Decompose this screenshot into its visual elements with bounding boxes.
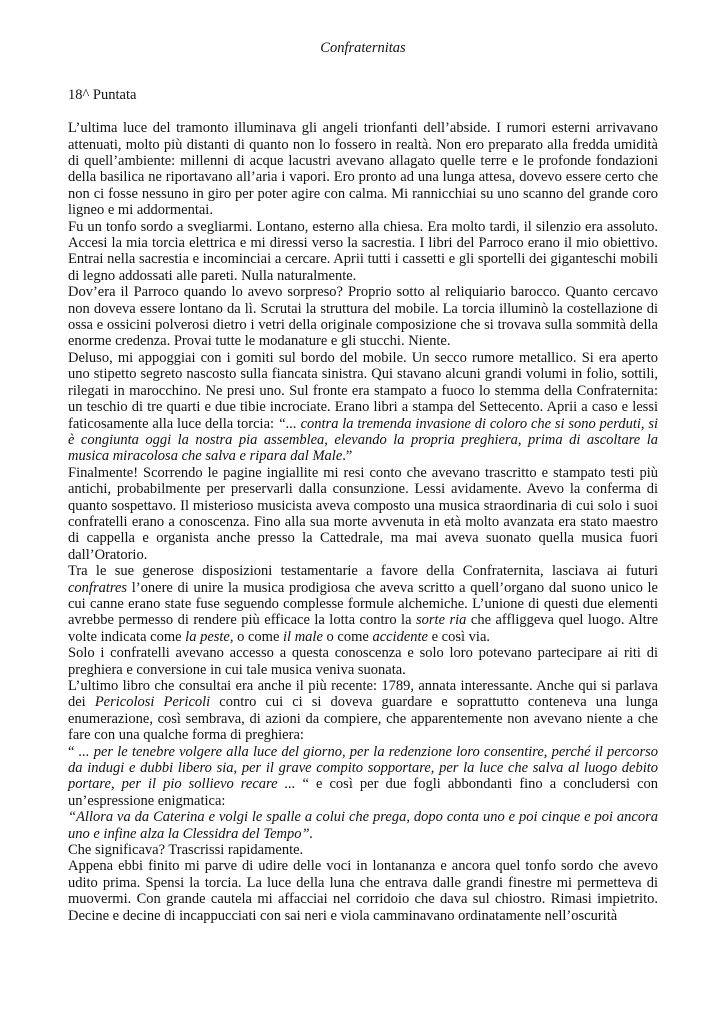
italic-text-run: ... per le tenebre volgere alla luce del giorno, per la redenzione loro consentire, perché il percorso da indugi e dubbi libero sia, per il grave compito sopportare, per la luce che salva al luogo debito portare, per il pio sollievo recare ... xyxy=(68,743,659,793)
text-run: Tra le sue generose disposizioni testamentarie a favore della Confraternita, lasciava ai futuri xyxy=(68,563,658,580)
paragraph xyxy=(68,645,658,678)
text-run: “ xyxy=(68,743,79,760)
paragraph xyxy=(68,563,658,645)
text-run: Appena ebbi finito mi parve di udire delle voci in lontananza e ancora quel tonfo sordo che avevo udito prima. Spensi la torcia. La luce della luna che entrava dalle grandi finestre mi permetteva di muovermi. Con grande cautela mi affacciai nel corridoio che dava sul chiostro. Rimasi impietrito. Decine e decine di incappucciati con sai neri e viola camminavano ordinatamente nell’oscurità xyxy=(68,858,658,924)
text-run: , o come xyxy=(229,628,284,645)
text-run: l’onere di unire la musica prodigiosa che aveva scritto a quell’organo dal suono unico le cui canne erano state fuse seguendo complesse formule alchemiche. L’unione di questi due elementi avrebbe permesso di rendere più efficace la lotta contro la xyxy=(68,579,658,629)
text-run: Solo i confratelli avevano accesso a questa conoscenza e solo loro potevano partecipare ai riti di preghiera e conversione in cui tale musica veniva suonata. xyxy=(68,645,658,678)
text-run: L’ultima luce del tramonto illuminava gli angeli trionfanti dell’abside. I rumori esterni arrivavano attenuati, molto più distanti di quanto non lo fossero in realtà. Non ero preparato alla fredda umidità di quell’ambiente: millenni di acque lacustri avevano allagato quelle terre e le profonde fondazioni della basilica ne riportavano all’aria i vapori. Ero pronto ad una lunga attesa, dovevo essere certo che non ci fosse nessuno in giro per poter agire con calma. Mi rannicchiai su uno scanno del grande coro ligneo e mi addormentai. xyxy=(68,120,658,219)
text-run: Finalmente! Scorrendo le pagine ingiallite mi resi conto che avevano trascritto e stampato testi più antichi, probabilmente per preservarli dalla consunzione. Lessi avidamente. Avevo la conferma di quanto sospettavo. Il misterioso musicista aveva composto una musica straordinaria di cui solo i suoi confratelli erano a conoscenza. Fino alla sua morte avvenuta in età molto avanzata era stato maestro di cappella e organista anche presso la Cattedrale, ma mai aveva suonato quella musica fuori dall’Oratorio. xyxy=(68,464,658,563)
text-run: Che significava? Trascrissi rapidamente. xyxy=(68,842,304,859)
italic-text-run: confratres xyxy=(68,579,128,596)
paragraph xyxy=(68,465,658,563)
text-run: e così via. xyxy=(428,628,491,645)
text-run: “ e così per due fogli abbondanti fino a concludersi con un’espressione enigmatica: xyxy=(68,776,659,809)
italic-text-run: sorte ria xyxy=(416,612,467,629)
italic-text-run: Pericolosi Pericoli xyxy=(94,694,211,711)
paragraph xyxy=(68,842,658,858)
paragraph xyxy=(68,120,658,218)
paragraph xyxy=(68,678,658,744)
paragraph xyxy=(68,350,658,465)
text-run: Fu un tonfo sordo a svegliarmi. Lontano, esterno alla chiesa. Era molto tardi, il silenzio era assoluto. Accesi la mia torcia elettrica e mi diressi verso la sacrestia. I libri del Parroco erano il mio obiettivo. Entrai nella sacrestia e incominciai a cercare. Aprii tutti i cassetti e gli sportelli dei giganteschi mobili di legno addossati alle pareti. Nulla naturalmente. xyxy=(68,218,658,284)
text-run: .” xyxy=(342,448,353,465)
italic-text-run: “Allora va da Caterina e volgi le spalle a colui che prega, dopo conta uno e poi cinque e poi ancora uno e infine alza la Clessidra del Tempo”. xyxy=(68,809,658,842)
paragraph xyxy=(68,809,658,842)
document-body xyxy=(68,120,658,924)
text-run: Deluso, mi appoggiai con i gomiti sul bordo del mobile. Un secco rumore metallico. Si era aperto uno stipetto segreto nascosto sulla fiancata sinistra. Qui stavano alcuni grandi volumi in folio, sottili, rilegati in marocchino. Ne presi uno. Sul fronte era stampato a fuoco lo stemma della Confraternita: un teschio di tre quarti e due tibie incrociate. Erano libri a stampa del Settecento. Aprii a caso e lessi faticosamente alla luce della torcia: xyxy=(68,349,658,432)
episode-heading: 18^ Puntata xyxy=(68,87,137,104)
text-run: L’ultimo libro che consultai era anche il più recente: 1789, annata interessante. Anche qui si parlava dei xyxy=(68,678,658,711)
paragraph xyxy=(68,744,658,810)
italic-text-run: accidente xyxy=(372,628,428,645)
italic-text-run: il male xyxy=(283,628,323,645)
paragraph xyxy=(68,284,658,350)
paragraph xyxy=(68,858,658,924)
text-run: Dov’era il Parroco quando lo avevo sorpreso? Proprio sotto al reliquiario barocco. Quanto cercavo non doveva essere lontano da lì. Scrutai la struttura del mobile. La torcia illuminò la costellazione di ossa e ossicini polverosi dietro i vetri della originale composizione che si trovava sulla sommità della enorme credenza. Provai tutte le modanature e gli stucchi. Niente. xyxy=(68,284,658,350)
text-run: o come xyxy=(322,628,373,645)
italic-text-run: “... contra la tremenda invasione di coloro che si sono perduti, si è congiunta oggi la nostra pia assemblea, elevando la propria preghiera, prima di ascoltare la musica miracolosa che salva e ripara dal Male xyxy=(68,415,658,465)
document-title: Confraternitas xyxy=(320,40,406,56)
italic-text-run: la peste xyxy=(185,628,230,645)
text-run: che affliggeva quel luogo. Altre volte indicata come xyxy=(68,612,659,645)
paragraph xyxy=(68,219,658,285)
text-run: contro cui ci si doveva guardare e soprattutto conteneva una lunga enumerazione, così sembrava, di azioni da compiere, che apparentemente non avevano niente a che fare con una qualche forma di preghiera: xyxy=(68,694,659,744)
